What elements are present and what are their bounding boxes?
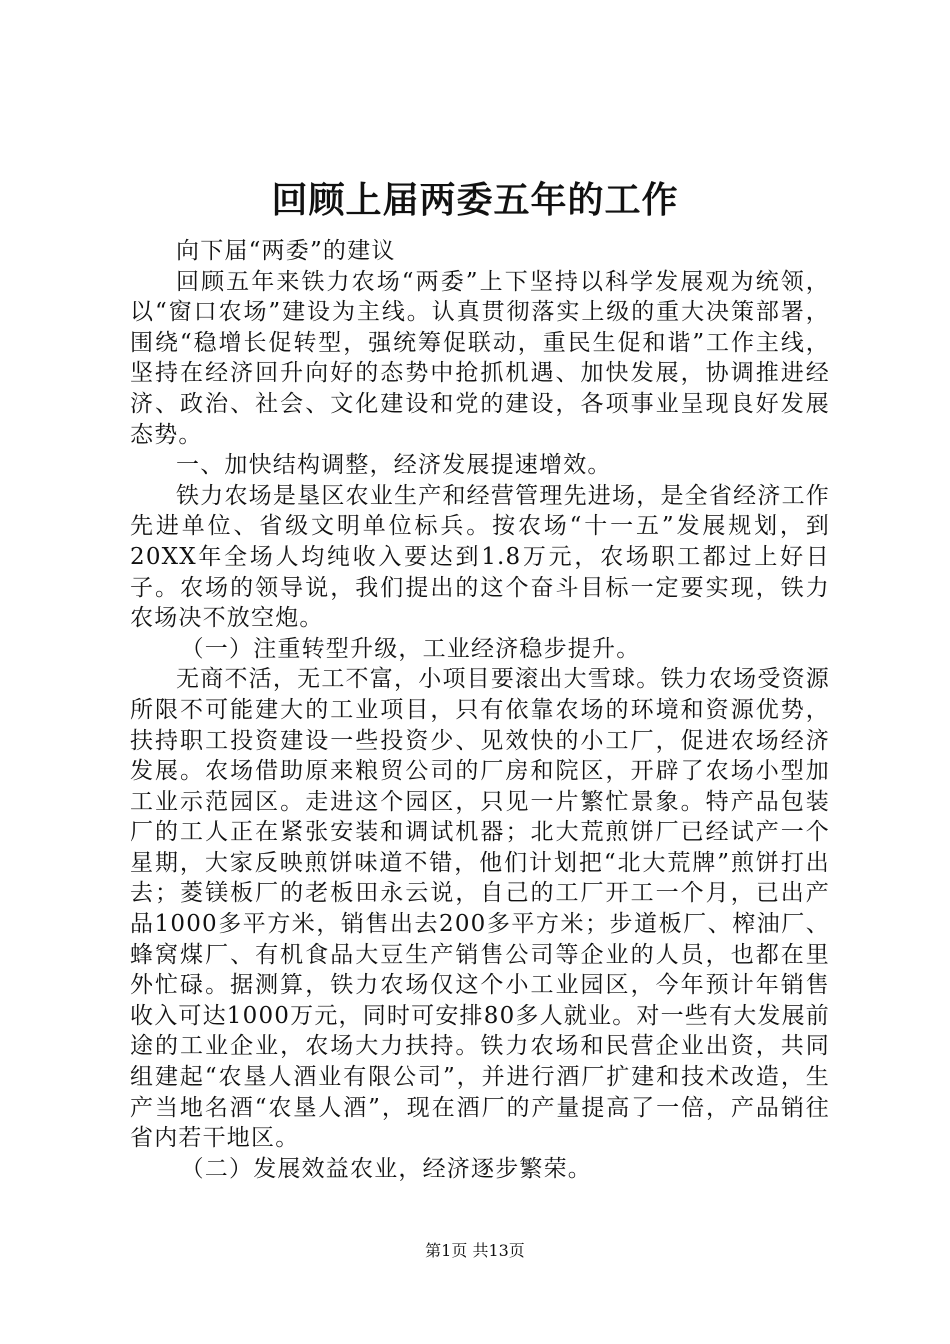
paragraph-review-intro: 回顾五年来铁力农场“两委”上下坚持以科学发展观为统领，以“窗口农场”建设为主线。认真贯彻落实上级的重大决策部署，围绕“稳增长促转型，强统筹促联动，重民生促和谐”工作主线，坚持在经济回升向好的态势中抢抓机遇、加快发展，协调推进经济、政治、社会、文化建设和党的建设，各项事业呈现良好发展态势。 bbox=[130, 268, 830, 448]
subsection-heading-1: （一）注重转型升级，工业经济稳步提升。 bbox=[180, 635, 641, 662]
paragraph-suggestion-heading: 向下届“两委”的建议 bbox=[176, 238, 396, 264]
subsection-heading-2: （二）发展效益农业，经济逐步繁荣。 bbox=[180, 1155, 592, 1182]
section-heading-1: 一、加快结构调整，经济发展提速增效。 bbox=[176, 452, 612, 479]
page-footer: 第1页 共13页 bbox=[425, 1241, 525, 1260]
document-body bbox=[130, 236, 830, 1184]
paragraph-industrial-park: 无商不活，无工不富，小项目要滚出大雪球。铁力农场受资源所限不可能建大的工业项目，只有依靠农场的环境和资源优势，扶持职工投资建设一些投资少、见效快的小工厂，促进农场经济发展。农场借助原来粮贸公司的厂房和院区，开辟了农场小型加工业示范园区。走进这个园区，只见一片繁忙景象。特产品包装厂的工人正在紧张安装和调试机器；北大荒煎饼厂已经试产一个星期，大家反映煎饼味道不错，他们计划把“北大荒牌”煎饼打出去；菱镁板厂的老板田永云说，自己的工厂开工一个月，已出产品1000多平方米，销售出去200多平方米；步道板厂、榨油厂、蜂窝煤厂、有机食品大豆生产销售公司等企业的人员，也都在里外忙碌。据测算，铁力农场仅这个小工业园区，今年预计年销售收入可达1000万元，同时可安排80多人就业。对一些有大发展前途的工业企业，农场大力扶持。铁力农场和民营企业出资，共同组建起“农垦人酒业有限公司”，并进行酒厂扩建和技术改造，生产当地名酒“农垦人酒”，现在酒厂的产量提高了一倍，产品销往省内若干地区。 bbox=[130, 666, 830, 1152]
document-title: 回顾上届两委五年的工作 bbox=[271, 179, 679, 221]
paragraph-farm-overview: 铁力农场是垦区农业生产和经营管理先进场，是全省经济工作先进单位、省级文明单位标兵。按农场“十一五”发展规划，到20XX年全场人均纯收入要达到1.8万元，农场职工都过上好日子。农场的领导说，我们提出的这个奋斗目标一定要实现，铁力农场决不放空炮。 bbox=[130, 482, 830, 632]
